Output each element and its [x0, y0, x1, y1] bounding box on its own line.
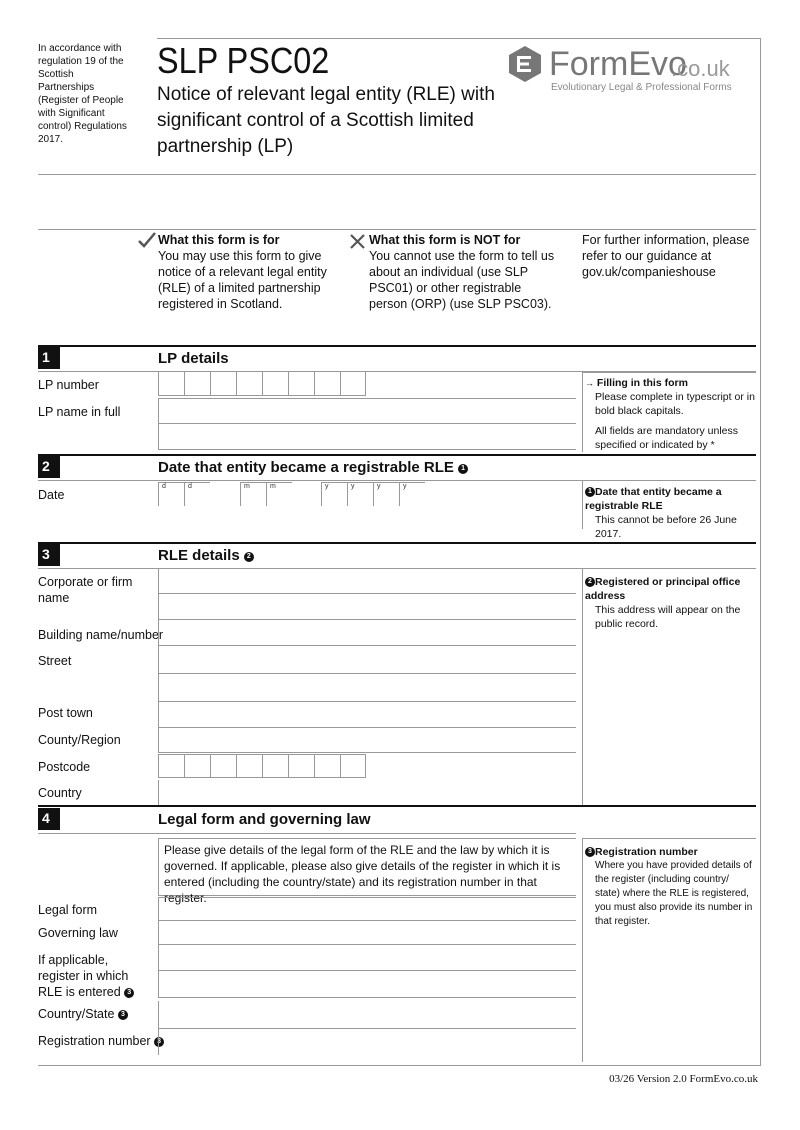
logo-suffix: .co.uk: [671, 56, 730, 81]
section-3-number: 3: [38, 544, 60, 566]
date-note-title: Date that entity became a registrable RLE: [585, 486, 722, 512]
postcode-box-5[interactable]: [262, 754, 288, 778]
lp-number-box-1[interactable]: [158, 372, 184, 396]
country-state-label: [38, 1006, 128, 1022]
country-field[interactable]: [158, 780, 576, 806]
lp-number-box-2[interactable]: [184, 372, 210, 396]
register-marker: 3: [124, 988, 134, 998]
register-label-text: If applicable, register in which RLE is entered: [38, 953, 129, 999]
post-town-label: Post town: [38, 706, 93, 720]
country-state-marker: 3: [118, 1010, 128, 1020]
date-day-box-2[interactable]: d: [184, 482, 210, 506]
postcode-box-1[interactable]: [158, 754, 184, 778]
register-label: [38, 952, 153, 1000]
postcode-label: Postcode: [38, 760, 91, 774]
not-for-title: What this form is NOT for: [369, 233, 521, 247]
form-title: Notice of relevant legal entity (RLE) with significant control of a Scottish limited partnership (LP): [157, 84, 495, 157]
building-label: Building name/number: [38, 628, 164, 642]
postcode-box-8[interactable]: [340, 754, 366, 778]
date-year-box-3[interactable]: y: [373, 482, 399, 506]
date-note-text: This cannot be before 26 June 2017.: [595, 514, 737, 540]
date-year-box-1[interactable]: y: [321, 482, 347, 506]
reg-number-label-text: Registration number: [38, 1034, 151, 1048]
date-month-box-1[interactable]: m: [240, 482, 266, 506]
date-month-box-2[interactable]: m: [266, 482, 292, 506]
filling-in-note: → Filling in this form Please complete in typescript or in bold black capitals. All fields are mandatory unless specified or indicated by *: [585, 377, 755, 451]
corp-name-field-1[interactable]: [158, 568, 576, 594]
section-3-title-text: RLE details: [158, 547, 240, 564]
lp-number-box-5[interactable]: [262, 372, 288, 396]
section-4-instructions-box: [158, 838, 576, 905]
filling-in-note-text2: All fields are mandatory unless specified or indicated by *: [595, 425, 738, 451]
lp-name-label: LP name in full: [38, 405, 121, 419]
governing-law-label: Governing law: [38, 926, 118, 940]
address-note-marker: 2: [585, 577, 595, 587]
postcode-box-7[interactable]: [314, 754, 340, 778]
section-2-number: 2: [38, 456, 60, 478]
county-field[interactable]: [158, 728, 576, 753]
legal-form-field[interactable]: [158, 897, 576, 921]
address-note-title: Registered or principal office address: [585, 576, 741, 602]
postcode-box-6[interactable]: [288, 754, 314, 778]
date-label: Date: [38, 488, 65, 502]
lp-number-box-7[interactable]: [314, 372, 340, 396]
postcode-box-2[interactable]: [184, 754, 210, 778]
logo-tagline: Evolutionary Legal & Professional Forms: [551, 82, 732, 93]
lp-number-box-4[interactable]: [236, 372, 262, 396]
reg-number-marker: 3: [154, 1037, 164, 1047]
section-1-number: 1: [38, 347, 60, 369]
lp-number-box-6[interactable]: [288, 372, 314, 396]
corp-name-label: Corporate or firm name: [38, 575, 133, 605]
country-state-label-text: Country/State: [38, 1007, 115, 1021]
register-field-2[interactable]: [158, 971, 576, 998]
reg-number-note-title: Registration number: [595, 846, 698, 858]
street-label: Street: [38, 654, 72, 668]
section-2-marker: 1: [458, 464, 468, 474]
street-field-2[interactable]: [158, 674, 576, 702]
section-1-title: LP details: [158, 350, 229, 367]
regulation-note: In accordance with regulation 19 of the Scottish Partnerships (Register of People with Significant control) Regulations 2017.: [38, 43, 127, 145]
cross-icon: [350, 234, 365, 249]
section-3-title: [158, 547, 254, 564]
date-year-box-2[interactable]: y: [347, 482, 373, 506]
section-2-title: [158, 459, 468, 476]
section-4-instructions: Please give details of the legal form of the RLE and the law by which it is governed. If applicable, please also give details of the register in which it is entered (including the country/state) and its registration number in that register.: [164, 843, 561, 905]
reg-number-note-text: Where you have provided details of the register (including country/ state) where the RLE is registered, you must also provide its number in that register.: [595, 860, 753, 927]
reg-number-label: [38, 1033, 164, 1049]
is-for-text: You may use this form to give notice of a relevant legal entity (RLE) of a limited partnership registered in Scotland.: [158, 249, 327, 311]
section-2-title-text: Date that entity became a registrable RLE: [158, 459, 454, 476]
governing-law-field[interactable]: [158, 921, 576, 945]
lp-name-field-1[interactable]: [158, 398, 576, 424]
legal-form-label: Legal form: [38, 903, 98, 917]
form-code: SLP PSC02: [157, 40, 330, 81]
date-day-box-1[interactable]: d: [158, 482, 184, 506]
not-for-text: You cannot use the form to tell us about an individual (use SLP PSC01) or other registrable person (ORP) (use SLP PSC03).: [369, 249, 555, 311]
reg-number-note: [585, 845, 755, 929]
lp-number-box-8[interactable]: [340, 372, 366, 396]
further-info: For further information, please refer to our guidance at gov.uk/companieshouse: [582, 233, 750, 279]
date-note-marker: 1: [585, 487, 595, 497]
lp-number-box-3[interactable]: [210, 372, 236, 396]
check-icon: [138, 232, 156, 248]
register-field-1[interactable]: [158, 945, 576, 971]
corp-name-field-2[interactable]: [158, 594, 576, 620]
date-note: [585, 485, 755, 541]
date-year-box-4[interactable]: y: [399, 482, 425, 506]
postcode-box-4[interactable]: [236, 754, 262, 778]
filling-in-note-title: Filling in this form: [596, 377, 688, 389]
address-note: [585, 575, 755, 631]
lp-number-label: LP number: [38, 378, 99, 392]
county-label: County/Region: [38, 733, 121, 747]
formevo-logo: [505, 44, 760, 94]
address-note-text: This address will appear on the public record.: [595, 604, 741, 630]
logo-hexagon-icon: [505, 44, 545, 84]
post-town-field[interactable]: [158, 702, 576, 728]
reg-number-field[interactable]: [158, 1029, 576, 1055]
is-for-title: What this form is for: [158, 233, 280, 247]
postcode-box-3[interactable]: [210, 754, 236, 778]
country-label: Country: [38, 786, 82, 800]
country-state-field[interactable]: [158, 1001, 576, 1029]
section-4-number: 4: [38, 808, 60, 830]
footer-version: 03/26 Version 2.0 FormEvo.co.uk: [609, 1073, 758, 1085]
building-field[interactable]: [158, 620, 576, 646]
reg-number-note-marker: 3: [585, 847, 595, 857]
section-4-title: Legal form and governing law: [158, 811, 371, 828]
section-3-marker: 2: [244, 552, 254, 562]
lp-name-field-2[interactable]: [158, 424, 576, 450]
street-field-1[interactable]: [158, 646, 576, 674]
logo-name: FormEvo: [549, 45, 687, 83]
filling-in-note-text1: Please complete in typescript or in bold black capitals.: [595, 391, 755, 417]
